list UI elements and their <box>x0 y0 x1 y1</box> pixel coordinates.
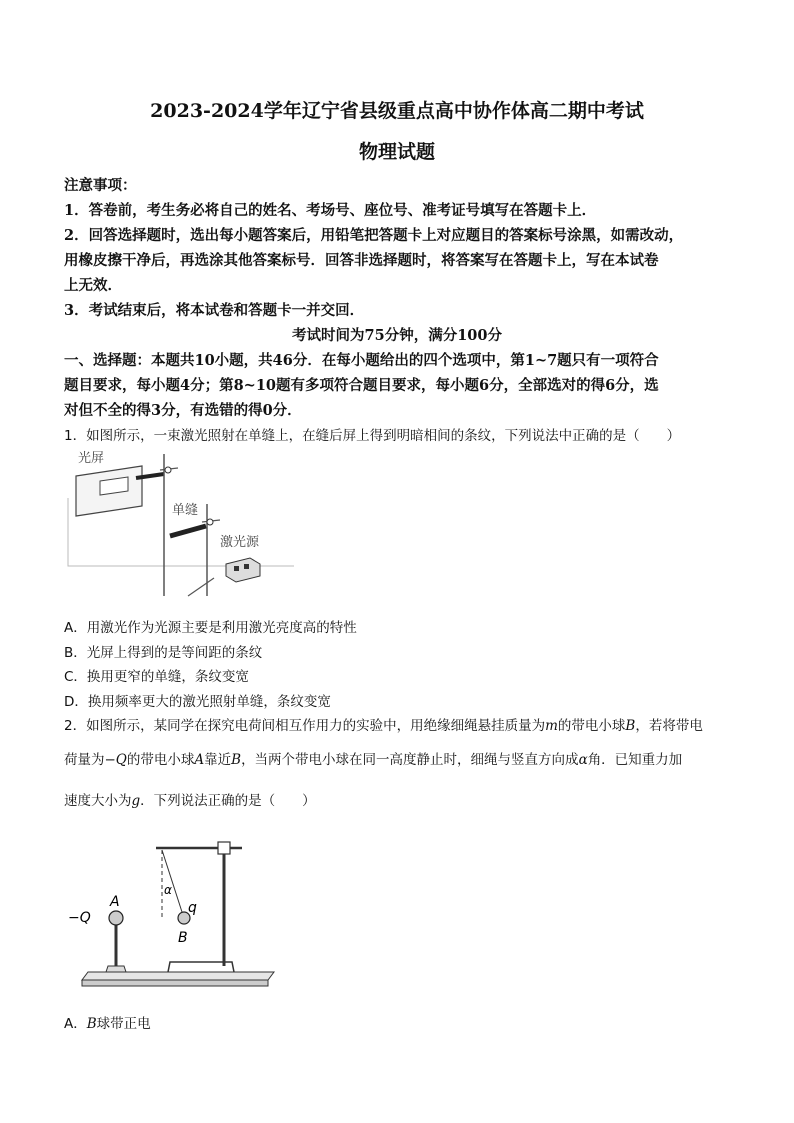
q1-option-c: C．换用更窄的单缝，条纹变宽 <box>64 669 249 685</box>
q2-text: ，当两个带电小球在同一高度静止时，细绳与竖直方向成 <box>241 752 579 768</box>
q2-symbol-B: B <box>231 752 242 768</box>
q2-text: 角．已知重力加 <box>587 752 683 768</box>
q2-symbol-g: g <box>131 793 141 809</box>
notice-heading: 注意事项： <box>64 177 137 194</box>
notice-line-2: 2．回答选择题时，选出每小题答案后，用铅笔把答题卡上对应题目的答案标号涂黑，如需改动， <box>64 227 684 244</box>
fig1-laser-box <box>226 558 260 582</box>
q2-option-a-text: 球带正电 <box>96 1016 151 1032</box>
q2-text: 的带电小球 <box>126 752 195 768</box>
fig2-base-board <box>82 972 274 980</box>
notice-line-4: 上无效． <box>64 277 122 294</box>
q1-stem: 1．如图所示，一束激光照射在单缝上，在缝后屏上得到明暗相间的条纹，下列说法中正确的是（ ） <box>64 428 681 444</box>
q1-option-d: D．换用频率更大的激光照射单缝，条纹变宽 <box>64 694 331 710</box>
fig1-knob-1 <box>165 467 171 473</box>
fig1-label-laser: 激光源 <box>220 535 260 550</box>
q1-option-b: B．光屏上得到的是等间距的条纹 <box>64 645 263 661</box>
page-subtitle: 物理试题 <box>358 141 435 163</box>
q2-text: 的带电小球 <box>557 718 626 734</box>
q1-option-a: A．用激光作为光源主要是利用激光亮度高的特性 <box>64 620 357 636</box>
fig1-label-slit: 单缝 <box>172 503 199 518</box>
q2-stem-line-3 <box>64 789 316 809</box>
fig2-string <box>162 850 182 912</box>
q2-option-a-prefix: A． <box>64 1016 87 1032</box>
q2-text: 速度大小为 <box>64 793 132 809</box>
fig2-label-alpha: α <box>164 883 172 897</box>
q2-symbol-negQ: −Q <box>104 752 127 768</box>
q2-option-a-symbol: B <box>86 1016 97 1032</box>
fig2-clamp <box>218 842 230 854</box>
q2-text: 靠近 <box>204 752 232 768</box>
fig2-sphere-a <box>109 911 123 925</box>
page-title: 2023-2024学年辽宁省县级重点高中协作体高二期中考试 <box>150 100 644 122</box>
q1-figure <box>64 446 304 602</box>
notice-line-5: 3．考试结束后，将本试卷和答题卡一并交回． <box>64 302 365 319</box>
notice-line-1: 1．答卷前，考生务必将自己的姓名、考场号、座位号、准考证号填写在答题卡上． <box>64 202 597 219</box>
fig1-base-rail <box>188 578 214 596</box>
fig2-label-B: B <box>178 930 188 946</box>
q2-text: 2．如图所示，某同学在探究电荷间相互作用力的实验中，用绝缘细绳悬挂质量为 <box>64 718 546 734</box>
q2-text: 荷量为 <box>64 752 105 768</box>
fig2-label-A: A <box>110 894 120 910</box>
q2-stem-line-1 <box>64 714 703 734</box>
q2-text: ，若将带电 <box>635 718 703 734</box>
section1-line-2: 题目要求，每小题4分；第8~10题有多项符合题目要求，每小题6分，全部选对的得6分，选 <box>64 377 659 394</box>
q2-stem-line-2 <box>64 748 682 768</box>
section1-line-1: 一、选择题：本题共10小题，共46分．在每小题给出的四个选项中，第1~7题只有一项符合 <box>64 352 659 369</box>
q2-symbol-B: B <box>625 718 636 734</box>
q2-symbol-m: m <box>545 718 558 734</box>
exam-info: 考试时间为75分钟，满分100分 <box>292 327 502 344</box>
q2-option-a <box>64 1012 151 1032</box>
fig1-slit <box>170 526 206 536</box>
fig1-laser-button-1 <box>234 566 239 571</box>
fig1-knob-2 <box>207 519 213 525</box>
fig1-label-screen: 光屏 <box>78 451 105 466</box>
notice-line-3: 用橡皮擦干净后，再选涂其他答案标号．回答非选择题时，将答案写在答题卡上，写在本试卷 <box>64 252 659 269</box>
fig2-label-negQ: −Q <box>68 910 91 926</box>
fig2-a-stand-base <box>106 966 126 972</box>
section1-line-3: 对但不全的得3分，有选错的得0分． <box>64 402 302 419</box>
fig2-base-edge <box>82 980 268 986</box>
q2-symbol-A: A <box>194 752 205 768</box>
fig2-label-q: q <box>188 900 197 916</box>
q2-symbol-alpha: α <box>578 752 588 768</box>
q2-figure <box>64 832 284 992</box>
q2-text: ．下列说法正确的是（ ） <box>140 793 316 809</box>
fig1-laser-button-2 <box>244 564 249 569</box>
